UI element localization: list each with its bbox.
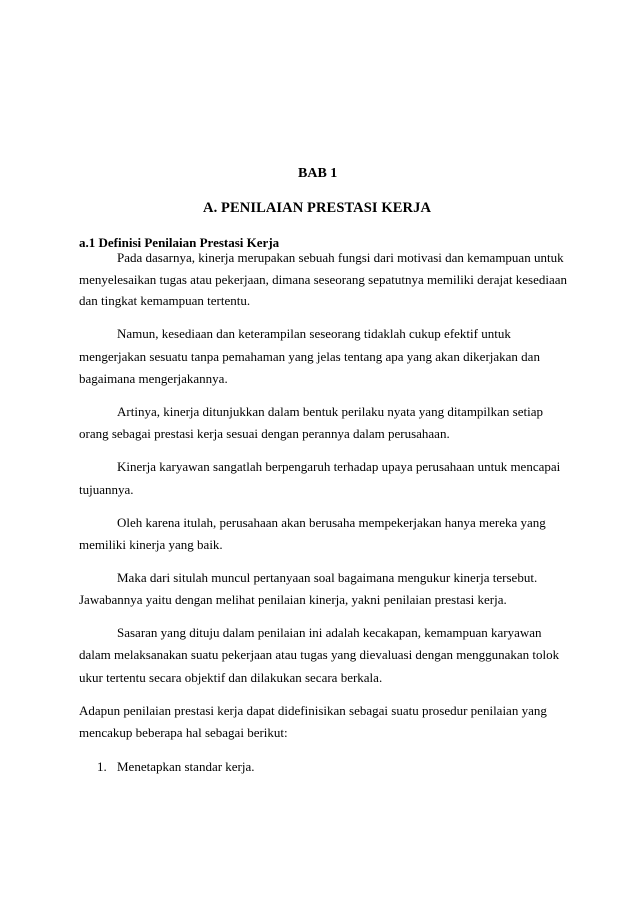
paragraph-line: Pada dasarnya, kinerja merupakan sebuah fungsi dari motivasi dan kemampuan untuk <box>117 250 564 265</box>
paragraph-line: ukur tertentu secara objektif dan dilakukan secara berkala. <box>79 670 383 685</box>
paragraph-line: mencakup beberapa hal sebagai berikut: <box>79 725 288 740</box>
paragraph-line: orang sebagai prestasi kerja sesuai dengan perannya dalam perusahaan. <box>79 426 450 441</box>
paragraph-line: Adapun penilaian prestasi kerja dapat didefinisikan sebagai suatu prosedur penilaian yang <box>79 703 547 718</box>
list-text: Menetapkan standar kerja. <box>117 759 255 774</box>
list-number: 1. <box>97 759 107 774</box>
paragraph-line: Jawabannya yaitu dengan melihat penilaian kinerja, yakni penilaian prestasi kerja. <box>79 592 507 607</box>
paragraph-line: Kinerja karyawan sangatlah berpengaruh terhadap upaya perusahaan untuk mencapai <box>117 459 561 474</box>
paragraph-line: Namun, kesediaan dan keterampilan seseorang tidaklah cukup efektif untuk <box>117 326 511 341</box>
paragraph-line: menyelesaikan tugas atau pekerjaan, dimana seseorang sepatutnya memiliki derajat kesediaan <box>79 272 568 287</box>
paragraph-line: Artinya, kinerja ditunjukkan dalam bentuk perilaku nyata yang ditampilkan setiap <box>117 404 543 419</box>
paragraph-line: dalam melaksanakan suatu pekerjaan atau tugas yang dievaluasi dengan menggunakan tolok <box>79 647 560 662</box>
paragraph-line: mengerjakan sesuatu tanpa pemahaman yang jelas tentang apa yang akan dikerjakan dan <box>79 349 540 364</box>
paragraph-line: dan tingkat kemampuan tertentu. <box>79 293 251 308</box>
paragraph-line: memiliki kinerja yang baik. <box>79 537 223 552</box>
section-heading: a.1 Definisi Penilaian Prestasi Kerja <box>79 235 280 250</box>
paragraph-line: bagaimana mengerjakannya. <box>79 371 228 386</box>
paragraph-line: Maka dari situlah muncul pertanyaan soal bagaimana mengukur kinerja tersebut. <box>117 570 538 585</box>
paragraph-line: Sasaran yang dituju dalam penilaian ini adalah kecakapan, kemampuan karyawan <box>117 625 542 640</box>
chapter-label: BAB 1 <box>298 166 338 181</box>
paragraph-line: tujuannya. <box>79 482 134 497</box>
page-title: A. PENILAIAN PRESTASI KERJA <box>203 200 432 216</box>
paragraph-line: Oleh karena itulah, perusahaan akan berusaha mempekerjakan hanya mereka yang <box>117 515 546 530</box>
